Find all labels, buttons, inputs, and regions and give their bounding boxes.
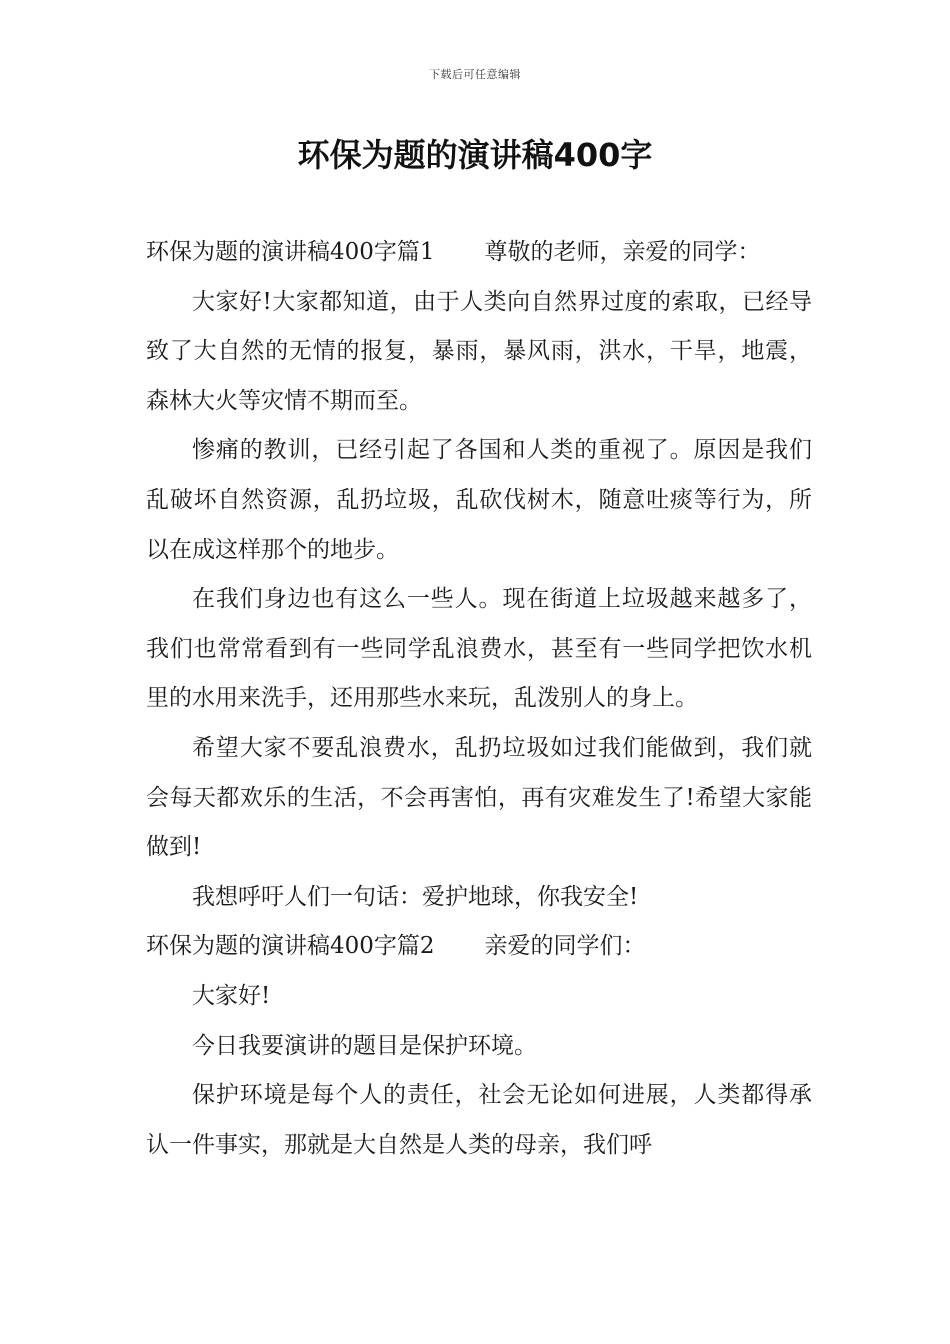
document-body: [146, 228, 812, 1170]
paragraph: 保护环境是每个人的责任，社会无论如何进展，人类都得承认一件事实，那就是大自然是人类的母亲，我们呼: [146, 1082, 812, 1158]
section-heading: 环保为题的演讲稿400字篇1: [146, 239, 435, 265]
header-note: 下载后可任意编辑: [429, 68, 521, 81]
paragraph: 今日我要演讲的题目是保护环境。: [192, 1032, 537, 1059]
paragraph: 希望大家不要乱浪费水，乱扔垃圾如过我们能做到，我们就会每天都欢乐的生活，不会再害怕，再有灾难发生了!希望大家能做到!: [146, 734, 812, 861]
paragraph: 我想呼吁人们一句话：爱护地球，你我安全!: [192, 883, 639, 910]
section-heading-line: [146, 922, 812, 972]
document-title: 环保为题的演讲稿400字: [297, 136, 653, 174]
paragraph: 大家好!: [192, 982, 271, 1009]
paragraph: 在我们身边也有这么一些人。现在街道上垃圾越来越多了，我们也常常看到有一些同学乱浪费水，甚至有一些同学把饮水机里的水用来洗手，还用那些水来玩，乱泼别人的身上。: [146, 586, 812, 712]
section-heading: 环保为题的演讲稿400字篇2: [146, 933, 435, 960]
paragraph: 大家好!大家都知道，由于人类向自然界过度的索取，已经导致了大自然的无情的报复，暴雨，暴风雨，洪水，干旱，地震，森林大火等灾情不期而至。: [146, 288, 812, 414]
salutation: 尊敬的老师，亲爱的同学：: [484, 239, 761, 265]
salutation: 亲爱的同学们：: [484, 933, 646, 960]
paragraph: 惨痛的教训，已经引起了各国和人类的重视了。原因是我们乱破坏自然资源，乱扔垃圾，乱砍伐树木，随意吐痰等行为，所以在成这样那个的地步。: [146, 437, 812, 563]
section-heading-line: [146, 228, 812, 278]
